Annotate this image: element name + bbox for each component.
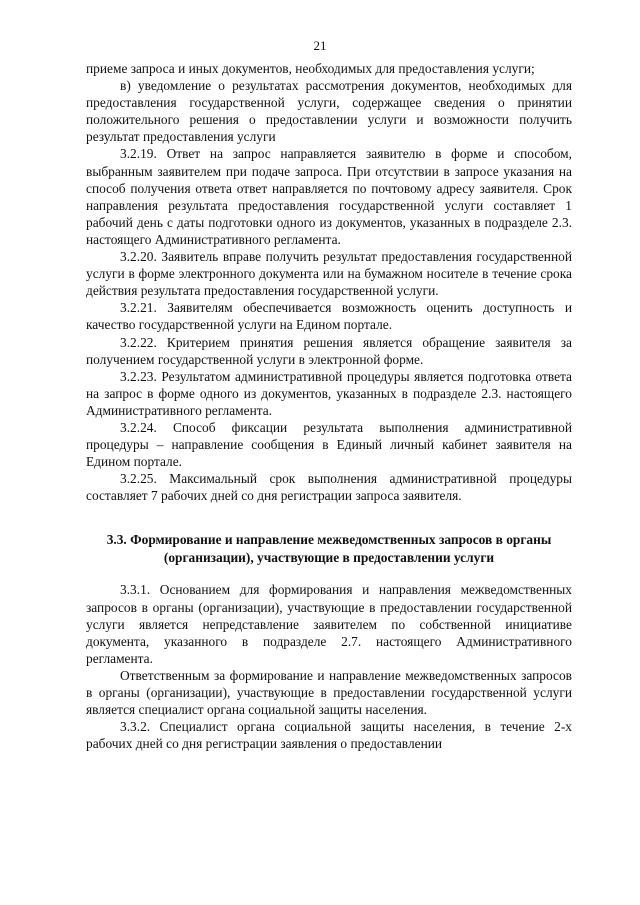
paragraph-3-2-20: 3.2.20. Заявитель вправе получить результат предоставления государственной услуги в форме электронного документа или на бумажном носителе в течение срока действия результата предоставления государственной услуги. <box>86 249 572 299</box>
document-body <box>86 60 572 752</box>
paragraph-item-v: в) уведомление о результатах рассмотрения документов, необходимых для предоставления государственной услуги, содержащее сведения о принятии положительного решения о предоставлении услуги и возможности получить результат предоставления услуги <box>86 78 572 145</box>
paragraph-continuation: приеме запроса и иных документов, необходимых для предоставления услуги; <box>86 61 535 76</box>
paragraph-responsible: Ответственным за формирование и направление межведомственных запросов в органы (организации), участвующие в предоставлении государственной услуги является специалист органа социальной защиты населения. <box>86 667 572 718</box>
paragraph-3-2-24: 3.2.24. Способ фиксации результата выполнения административной процедуры – направление сообщения в Единый личный кабинет заявителя на Едином портале. <box>86 419 572 470</box>
paragraph-3-2-22: 3.2.22. Критерием принятия решения является обращение заявителя за получением государственной услуги в электронной форме. <box>86 334 572 367</box>
paragraph-3-3-2: 3.3.2. Специалист органа социальной защиты населения, в течение 2-х рабочих дней со дня регистрации заявления о предоставлении <box>86 719 572 752</box>
paragraph-3-2-23: 3.2.23. Результатом административной процедуры является подготовка ответа на запрос в форме одного из документов, указанных в подразделе 2.3. настоящего Административного регламента. <box>86 368 572 418</box>
paragraph-3-2-19: 3.2.19. Ответ на запрос направляется заявителю в форме и способом, выбранным заявителем при подаче запроса. При отсутствии в запросе указания на способ получения ответа ответ направляется по почтовому адресу заявителя. Срок направления результата предоставления государственной услуги составляет 1 рабочий день с даты подготовки одного из документов, указанных в подразделе 2.3. настоящего Административного регламента. <box>86 146 572 247</box>
page-number: 21 <box>313 38 327 53</box>
paragraph-3-3-1: 3.3.1. Основанием для формирования и направления межведомственных запросов в органы (организации), участвующие в предоставлении государственной услуги является непредставление заявителем по собственной инициативе документа, указанного в подразделе 2.7. настоящего Административного регламента. <box>86 582 572 666</box>
section-heading: 3.3. Формирование и направление межведомственных запросов в органы (организации), участвующие в предоставлении услуги <box>106 532 552 566</box>
paragraph-3-2-25: 3.2.25. Максимальный срок выполнения административной процедуры составляет 7 рабочих дней со дня регистрации запроса заявителя. <box>86 471 572 504</box>
paragraph-3-2-21: 3.2.21. Заявителям обеспечивается возможность оценить доступность и качество государственной услуги на Едином портале. <box>86 300 572 333</box>
